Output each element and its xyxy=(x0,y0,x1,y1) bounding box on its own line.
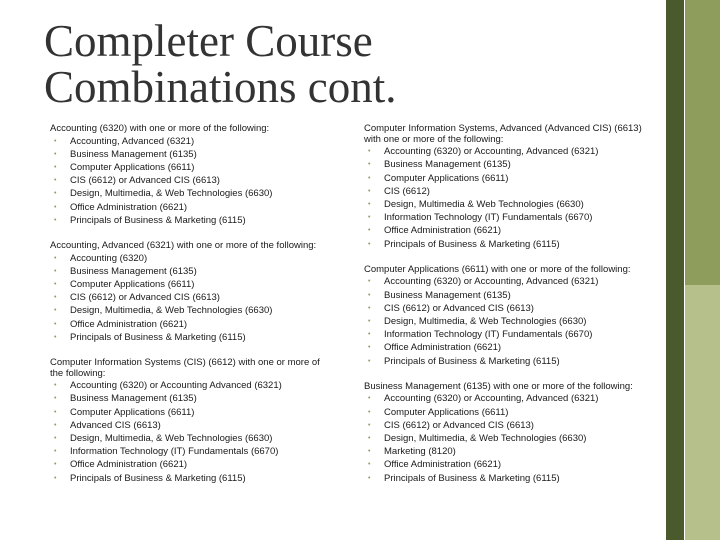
bullet-icon: • xyxy=(368,304,371,312)
side-bar-block xyxy=(685,285,720,540)
section-heading: Computer Applications (6611) with one or more of the following: xyxy=(364,263,631,275)
course-label: CIS (6612) or Advanced CIS (6613) xyxy=(70,292,220,304)
course-list-item xyxy=(50,161,320,174)
course-label: Office Administration (6621) xyxy=(70,459,188,471)
course-list xyxy=(364,392,649,484)
section-heading: Business Management (6135) with one or more of the following: xyxy=(364,380,633,392)
course-label: CIS (6612) or Advanced CIS (6613) xyxy=(384,419,534,431)
course-label: Information Technology (IT) Fundamentals (6670) xyxy=(384,212,593,224)
course-label: Principals of Business & Marketing (6115) xyxy=(384,355,560,367)
course-list-item xyxy=(364,145,649,158)
course-list-item xyxy=(50,331,320,344)
bullet-icon: • xyxy=(368,161,371,169)
course-label: Design, Multimedia, & Web Technologies (6630) xyxy=(70,188,273,200)
bullet-icon: • xyxy=(54,307,57,315)
bullet-icon: • xyxy=(368,435,371,443)
bullet-icon: • xyxy=(54,461,57,469)
course-label: Business Management (6135) xyxy=(70,393,197,405)
course-label: Office Administration (6621) xyxy=(384,459,502,471)
course-label: Business Management (6135) xyxy=(384,159,511,171)
bullet-icon: • xyxy=(368,201,371,208)
course-label: Information Technology (IT) Fundamentals (6670) xyxy=(384,329,593,341)
course-list xyxy=(50,252,320,344)
course-list-item xyxy=(50,252,320,265)
bullet-icon: • xyxy=(368,357,371,365)
bullet-icon: • xyxy=(368,461,371,469)
bullet-icon: • xyxy=(368,174,371,182)
course-list-item xyxy=(364,315,649,328)
course-list-item xyxy=(50,291,320,304)
course-combination-section xyxy=(50,124,320,227)
course-combination-section xyxy=(50,241,320,344)
course-label: Accounting (6320) or Accounting Advanced (6321) xyxy=(70,380,282,392)
bullet-icon: • xyxy=(54,164,57,171)
course-label: CIS (6612) or Advanced CIS (6613) xyxy=(384,302,534,314)
course-combination-section xyxy=(50,358,320,485)
course-label: Business Management (6135) xyxy=(384,289,511,301)
section-heading: Accounting, Advanced (6321) with one or more of the following: xyxy=(50,240,317,252)
course-list-item xyxy=(50,278,320,291)
course-list-item xyxy=(50,445,320,458)
bullet-icon: • xyxy=(368,421,371,429)
right-column xyxy=(364,124,649,499)
course-list xyxy=(364,145,649,251)
bullet-icon: • xyxy=(54,320,57,328)
course-list-item xyxy=(50,458,320,471)
course-list-item xyxy=(50,392,320,405)
course-label: CIS (6612) xyxy=(384,185,430,197)
bullet-icon: • xyxy=(54,382,57,390)
course-list-item xyxy=(364,302,649,315)
course-label: Business Management (6135) xyxy=(70,265,197,277)
course-list-item xyxy=(364,406,649,419)
bullet-icon: • xyxy=(54,216,57,224)
course-label: Accounting (6320) or Accounting, Advanced (6321) xyxy=(384,276,599,288)
bullet-icon: • xyxy=(368,291,371,299)
bullet-icon: • xyxy=(54,177,57,185)
bullet-icon: • xyxy=(54,254,57,262)
bullet-icon: • xyxy=(368,214,371,222)
course-list-item xyxy=(364,224,649,237)
course-combination-section xyxy=(364,382,649,485)
course-list-item xyxy=(50,379,320,392)
course-label: Design, Multimedia & Web Technologies (6630) xyxy=(384,199,584,210)
bullet-icon: • xyxy=(54,137,57,145)
bullet-icon: • xyxy=(54,474,57,482)
course-list-item xyxy=(50,187,320,200)
bullet-icon: • xyxy=(368,318,371,326)
course-list-item xyxy=(50,201,320,214)
course-label: Advanced CIS (6613) xyxy=(70,419,161,431)
course-list xyxy=(364,275,649,367)
bullet-icon: • xyxy=(368,474,371,482)
course-list-item xyxy=(50,214,320,227)
course-list-item xyxy=(50,419,320,432)
slide-title: Completer Course Combinations cont. xyxy=(44,16,397,112)
bullet-icon: • xyxy=(368,227,371,235)
course-label: Information Technology (IT) Fundamentals (6670) xyxy=(70,446,279,458)
course-list-item xyxy=(364,432,649,445)
side-bar-inner-dark xyxy=(666,0,684,540)
course-label: Design, Multimedia, & Web Technologies (6630) xyxy=(70,433,273,445)
course-list-item xyxy=(364,275,649,288)
course-list-item xyxy=(50,304,320,317)
course-label: Marketing (8120) xyxy=(384,446,456,458)
course-list-item xyxy=(364,289,649,302)
course-list-item xyxy=(50,148,320,161)
course-combination-section xyxy=(364,265,649,368)
bullet-icon: • xyxy=(368,344,371,352)
bullet-icon: • xyxy=(368,331,371,339)
course-list-item xyxy=(50,472,320,485)
course-list-item xyxy=(364,355,649,368)
bullet-icon: • xyxy=(368,448,371,456)
course-list-item xyxy=(364,185,649,198)
course-list-item xyxy=(364,458,649,471)
course-list-item xyxy=(50,135,320,148)
bullet-icon: • xyxy=(368,395,371,403)
course-label: Computer Applications (6611) xyxy=(70,279,195,291)
course-label: Computer Applications (6611) xyxy=(384,172,509,184)
bullet-icon: • xyxy=(54,395,57,403)
course-list-item xyxy=(50,432,320,445)
bullet-icon: • xyxy=(54,190,57,198)
course-list xyxy=(50,379,320,485)
bullet-icon: • xyxy=(368,240,371,248)
course-label: Office Administration (6621) xyxy=(384,225,502,237)
course-list-item xyxy=(50,265,320,278)
bullet-icon: • xyxy=(54,281,57,289)
bullet-icon: • xyxy=(54,421,57,429)
course-label: Accounting (6320) or Accounting, Advanced (6321) xyxy=(384,146,599,158)
course-list-item xyxy=(364,328,649,341)
bullet-icon: • xyxy=(368,187,371,195)
bullet-icon: • xyxy=(54,203,57,211)
course-label: Principals of Business & Marketing (6115) xyxy=(384,472,560,484)
left-column xyxy=(50,124,320,499)
bullet-icon: • xyxy=(54,448,57,456)
course-label: Principals of Business & Marketing (6115) xyxy=(384,238,560,250)
course-label: Accounting (6320) xyxy=(70,252,148,264)
course-combination-section xyxy=(364,124,649,251)
course-label: Principals of Business & Marketing (6115) xyxy=(70,331,246,343)
course-list-item xyxy=(364,472,649,485)
course-list-item xyxy=(50,318,320,331)
bullet-icon: • xyxy=(54,267,57,275)
bullet-icon: • xyxy=(368,408,371,416)
bullet-icon: • xyxy=(54,435,57,443)
course-label: Accounting (6320) or Accounting, Advanced (6321) xyxy=(384,393,599,405)
section-heading: Computer Information Systems (CIS) (6612) with one or more of the following: xyxy=(50,357,320,379)
course-label: Design, Multimedia, & Web Technologies (6630) xyxy=(384,316,587,328)
course-label: CIS (6612) or Advanced CIS (6613) xyxy=(70,175,220,187)
course-list-item xyxy=(50,174,320,187)
course-label: Accounting, Advanced (6321) xyxy=(70,135,195,147)
course-label: Principals of Business & Marketing (6115) xyxy=(70,214,246,226)
course-list-item xyxy=(364,158,649,171)
course-list-item xyxy=(364,392,649,405)
course-label: Office Administration (6621) xyxy=(70,318,188,330)
course-label: Computer Applications (6611) xyxy=(384,406,509,418)
course-list xyxy=(50,135,320,227)
course-list-item xyxy=(364,172,649,185)
course-list-item xyxy=(364,445,649,458)
bullet-icon: • xyxy=(368,278,371,286)
course-list-item xyxy=(50,406,320,419)
course-list-item xyxy=(364,198,649,211)
course-label: Design, Multimedia, & Web Technologies (6630) xyxy=(70,305,273,317)
course-label: Office Administration (6621) xyxy=(70,201,188,213)
course-list-item xyxy=(364,419,649,432)
section-heading: Computer Information Systems, Advanced (Advanced CIS) (6613) with one or more of the following: xyxy=(364,123,642,145)
course-label: Computer Applications (6611) xyxy=(70,162,195,173)
course-label: Design, Multimedia, & Web Technologies (6630) xyxy=(384,433,587,445)
course-list-item xyxy=(364,211,649,224)
course-label: Computer Applications (6611) xyxy=(70,406,195,418)
bullet-icon: • xyxy=(54,408,57,416)
course-label: Principals of Business & Marketing (6115) xyxy=(70,472,246,484)
section-heading: Accounting (6320) with one or more of the following: xyxy=(50,123,270,134)
bullet-icon: • xyxy=(54,333,57,341)
course-list-item xyxy=(364,238,649,251)
course-label: Business Management (6135) xyxy=(70,148,197,160)
bullet-icon: • xyxy=(54,150,57,158)
bullet-icon: • xyxy=(368,148,371,156)
bullet-icon: • xyxy=(54,294,57,302)
course-list-item xyxy=(364,341,649,354)
course-label: Office Administration (6621) xyxy=(384,342,502,354)
